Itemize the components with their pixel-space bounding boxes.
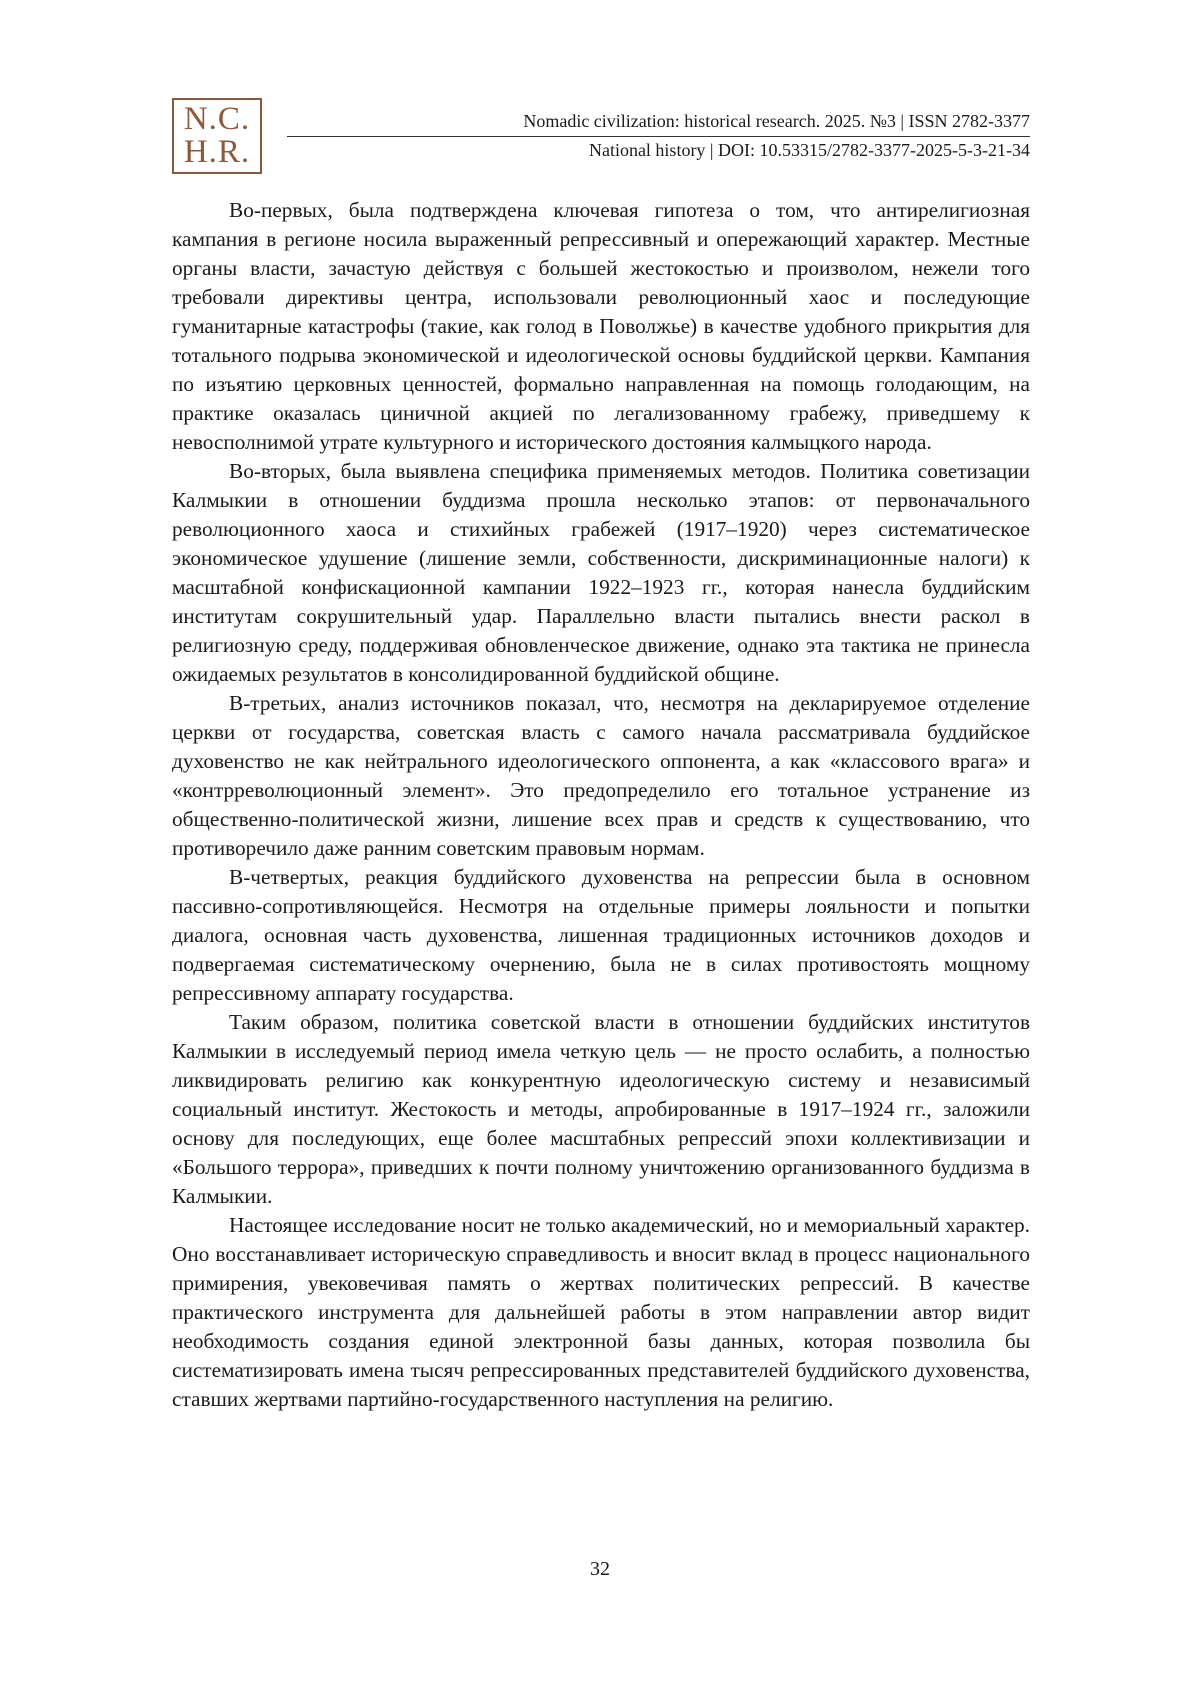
paragraph-5: Таким образом, политика советской власти в отношении буддийских институтов Калмыкии в исследуемый период имела четкую цель — не просто ослабить, а полностью ликвидировать религию как конкурентную идеологическую систему и независимый социальный институт. Жестокость и методы, апробированные в 1917–1924 гг., заложили основу для последующих, еще более масштабных репрессий эпохи коллективизации и «Большого террора», приведших к почти полному уничтожению организованного буддизма в Калмыкии.: [172, 1010, 1030, 1208]
paragraph-2: Во-вторых, была выявлена специфика применяемых методов. Политика советизации Калмыкии в отношении буддизма прошла несколько этапов: от первоначального революционного хаоса и стихийных грабежей (1917–1920) через систематическое экономическое удушение (лишение земли, собственности, дискриминационные налоги) к масштабной конфискационной кампании 1922–1923 гг., которая нанесла буддийским институтам сокрушительный удар. Параллельно власти пытались внести раскол в религиозную среду, поддерживая обновленческое движение, однако эта тактика не принесла ожидаемых результатов в консолидированной буддийской общине.: [172, 459, 1030, 686]
paragraph-6: Настоящее исследование носит не только академический, но и мемориальный характер. Оно восстанавливает историческую справедливость и вносит вклад в процесс национального примирения, увековечивая память о жертвах политических репрессий. В качестве практического инструмента для дальнейшей работы в этом направлении автор видит необходимость создания единой электронной базы данных, которая позволила бы систематизировать имена тысяч репрессированных представителей буддийского духовенства, ставших жертвами партийно-государственного наступления на религию.: [172, 1213, 1030, 1411]
page-number: 32: [590, 1558, 610, 1580]
header-divider: [287, 136, 1030, 137]
paragraph-4: В-четвертых, реакция буддийского духовенства на репрессии была в основном пассивно-сопротивляющейся. Несмотря на отдельные примеры лояльности и попытки диалога, основная часть духовенства, лишенная традиционных источников доходов и подвергаемая систематическому очернению, была не в силах противостоять мощному репрессивному аппарату государства.: [172, 865, 1030, 1005]
journal-logo: [172, 98, 262, 174]
logo-line-2: H.R.: [183, 134, 251, 170]
section-doi-line: National history | DOI: 10.53315/2782-3377-2025-5-3-21-34: [588, 140, 1030, 160]
article-body: [172, 196, 1030, 1414]
journal-info-line: Nomadic civilization: historical research. 2025. №3 | ISSN 2782-3377: [523, 111, 1030, 131]
logo-line-1: N.C.: [183, 101, 251, 137]
paragraph-3: В-третьих, анализ источников показал, что, несмотря на декларируемое отделение церкви от государства, советская власть с самого начала рассматривала буддийское духовенство не как нейтрального идеологического оппонента, а как «классового врага» и «контрреволюционный элемент». Это предопределило его тотальное устранение из общественно-политической жизни, лишение всех прав и средств к существованию, что противоречило даже ранним советским правовым нормам.: [172, 691, 1030, 860]
paragraph-1: Во-первых, была подтверждена ключевая гипотеза о том, что антирелигиозная кампания в регионе носила выраженный репрессивный и опережающий характер. Местные органы власти, зачастую действуя с большей жестокостью и произволом, нежели того требовали директивы центра, использовали революционный хаос и последующие гуманитарные катастрофы (такие, как голод в Поволжье) в качестве удобного прикрытия для тотального подрыва экономической и идеологической основы буддийской церкви. Кампания по изъятию церковных ценностей, формально направленная на помощь голодающим, на практике оказалась циничной акцией по легализованному грабежу, приведшему к невосполнимой утрате культурного и исторического достояния калмыцкого народа.: [172, 198, 1030, 454]
